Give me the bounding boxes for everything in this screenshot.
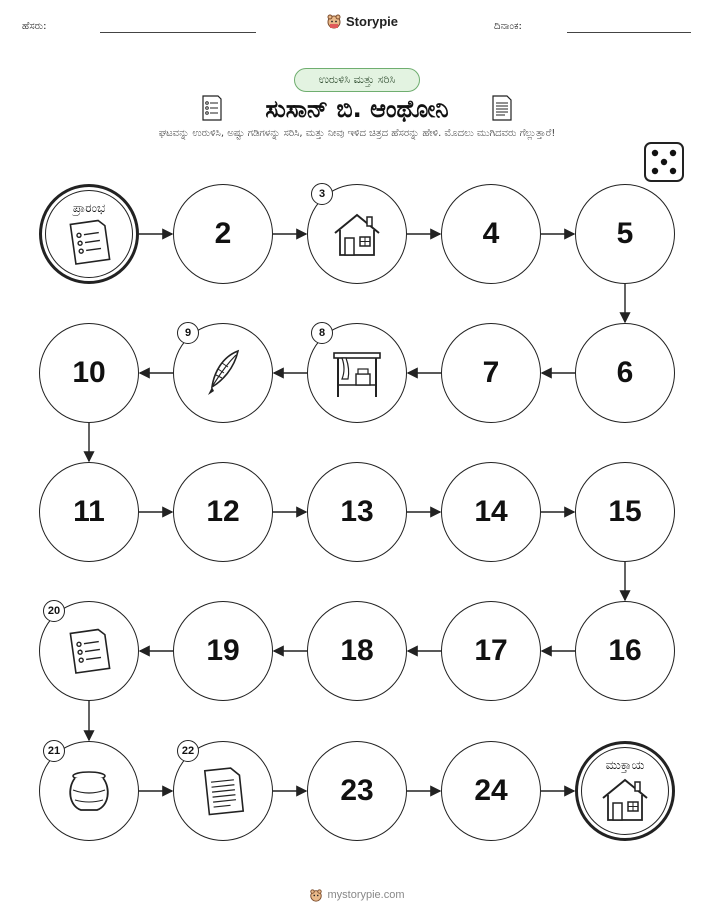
board-space-23 [307,741,407,841]
board-space-21 [39,741,139,841]
space-number-badge: 20 [43,600,65,622]
space-number-badge: 9 [177,322,199,344]
space-number: 12 [206,495,240,528]
game-type-tag: ಉರುಳಿಸಿ ಮತ್ತು ಸರಿಸಿ [294,68,420,92]
space-number-badge: 3 [311,183,333,205]
space-number: 23 [340,774,374,807]
space-number-badge: 21 [43,740,65,762]
checklist-icon [67,627,111,675]
start-space [39,184,139,284]
board-space-18 [307,601,407,701]
house-icon [331,211,383,257]
board-space-11 [39,462,139,562]
page-title: ಸುಸಾನ್ ಬಿ. ಆಂಥೋನಿ [265,95,449,123]
quill-icon [200,347,246,399]
board-space-4 [441,184,541,284]
space-number: 7 [482,356,500,389]
start-label: ಪ್ರಾರಂಭ [72,201,106,215]
space-number: 15 [608,495,642,528]
instructions: ಘಟವನ್ನು ಉರುಳಿಸಿ, ಅಷ್ಟು ಗಡಿಗಳನ್ನು ಸರಿಸಿ, ಮತ್ತು ನೀವು ಇಳಿದ ಚಿತ್ರದ ಹೆಸರನ್ನು ಹೇಳಿ. ಮೊದಲು ಮುಗಿದವರು ಗೆಲ್ಲುತ್ತಾರೆ! [158,128,556,139]
space-number: 17 [474,634,508,667]
space-number: 5 [616,217,634,250]
date-label: ದಿನಾಂಕ: [494,21,522,32]
board-space-14 [441,462,541,562]
footer-site[interactable]: mystorypie.com [327,889,405,901]
board-space-24 [441,741,541,841]
pot-icon [63,768,115,814]
space-number: 10 [72,356,106,389]
name-label: ಹೆಸರು: [22,21,47,32]
space-number: 13 [340,495,374,528]
board-space-10 [39,323,139,423]
space-number: 11 [73,495,105,528]
space-number: 2 [214,217,232,250]
desk-icon [330,347,384,399]
board-space-8 [307,323,407,423]
space-number-badge: 22 [177,740,199,762]
space-number: 18 [340,634,374,667]
board-space-9 [173,323,273,423]
board-space-2 [173,184,273,284]
board-space-17 [441,601,541,701]
board-space-20 [39,601,139,701]
space-number: 16 [608,634,642,667]
finish-label: ಮುಕ್ತಾಯ [605,758,645,772]
space-number: 19 [206,634,240,667]
document-icon [201,765,245,817]
board-space-19 [173,601,273,701]
brand-name: Storypie [346,13,399,29]
board-space-15 [575,462,675,562]
board-space-6 [575,323,675,423]
space-number: 14 [474,495,508,528]
footer [0,888,714,902]
board-space-7 [441,323,541,423]
storypie-mascot-icon [309,888,323,902]
space-number: 4 [482,217,500,250]
space-number: 24 [474,774,508,807]
finish-space [575,741,675,841]
board-space-5 [575,184,675,284]
board-space-3 [307,184,407,284]
board-space-13 [307,462,407,562]
space-number: 6 [616,356,634,389]
board-space-12 [173,462,273,562]
space-number-badge: 8 [311,322,333,344]
board-space-22 [173,741,273,841]
board-space-16 [575,601,675,701]
